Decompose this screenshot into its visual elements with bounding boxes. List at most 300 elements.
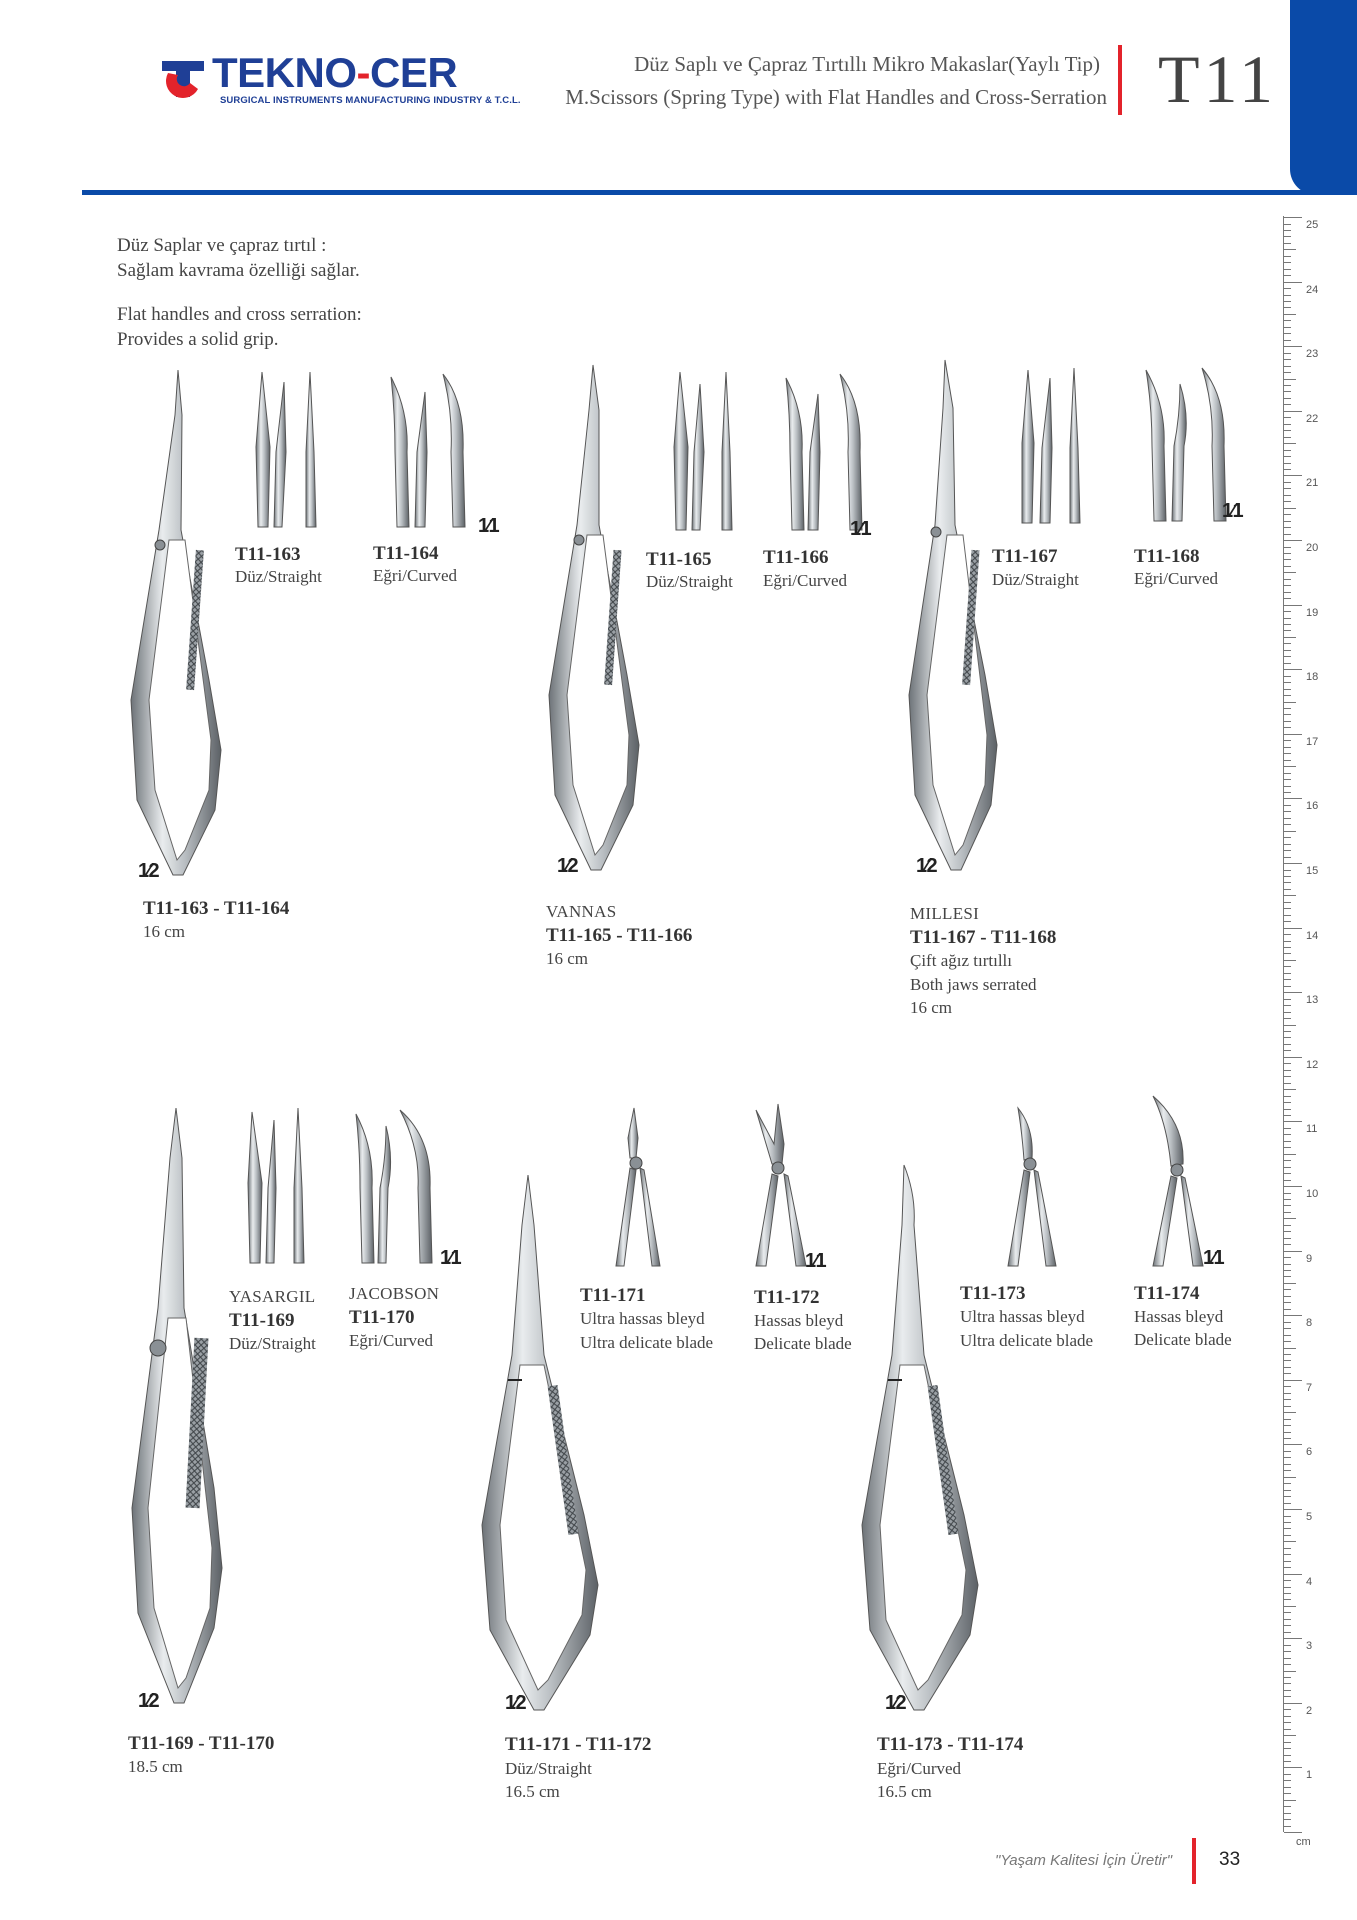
ruler-tick (1284, 521, 1291, 522)
scissors-t11-165-illustration (543, 365, 643, 880)
ruler-tick (1284, 1703, 1302, 1704)
ruler-tick (1284, 295, 1291, 296)
ruler-tick (1284, 1406, 1291, 1407)
ruler-label: 22 (1306, 412, 1319, 425)
ruler-tick (1284, 1354, 1291, 1355)
scale-1-1: 1⁄1 (1222, 500, 1242, 522)
ruler-tick (1284, 488, 1291, 489)
instrument-name: YASARGIL (229, 1287, 316, 1306)
ruler-tick (1284, 643, 1291, 644)
group-type: Eğri/Curved (877, 1759, 962, 1778)
ruler-tick (1284, 1516, 1291, 1517)
footer-divider (1192, 1838, 1196, 1884)
ruler-tick (1284, 469, 1291, 470)
ruler-tick (1284, 1793, 1291, 1794)
ruler-tick (1284, 714, 1291, 715)
ruler-tick (1284, 598, 1291, 599)
ruler-label: 21 (1306, 477, 1319, 490)
page-title-tr: Düz Saplı ve Çapraz Tırtıllı Mikro Makaslar(Yaylı Tip) (634, 52, 1100, 76)
ruler-tick (1284, 1050, 1291, 1051)
footer-slogan: "Yaşam Kalitesi İçin Üretir" (995, 1852, 1173, 1869)
tip-code: T11-171 (580, 1285, 646, 1306)
ruler-label: 2 (1306, 1704, 1313, 1717)
group-size: 16.5 cm (505, 1782, 560, 1801)
tip-code: T11-168 (1134, 546, 1200, 567)
ruler-label: 6 (1306, 1446, 1313, 1459)
ruler-tick (1284, 1806, 1291, 1807)
ruler-tick (1284, 443, 1296, 444)
scissors-t11-169-illustration (128, 1108, 228, 1713)
ruler-tick (1284, 217, 1302, 218)
ruler-tick (1284, 514, 1291, 515)
group-size: 16 cm (143, 922, 186, 941)
ruler-tick (1284, 1315, 1302, 1316)
ruler-tick (1284, 1483, 1291, 1484)
ruler-tick (1284, 262, 1291, 263)
ruler-tick (1284, 1593, 1291, 1594)
ruler-tick (1284, 1335, 1291, 1336)
ruler-tick (1284, 1677, 1291, 1678)
ruler-tick (1284, 1238, 1291, 1239)
ruler-tick (1284, 1645, 1291, 1646)
ruler-tick (1284, 1683, 1291, 1684)
ruler-tick (1284, 417, 1291, 418)
ruler-tick (1284, 391, 1291, 392)
tip-type: Düz/Straight (992, 570, 1079, 589)
ruler-tick (1284, 534, 1291, 535)
ruler-tick (1284, 1729, 1291, 1730)
ruler-tick (1284, 1251, 1302, 1252)
scale-1-1: 1⁄1 (440, 1247, 460, 1269)
tip-code: T11-164 (373, 543, 439, 564)
ruler-tick (1284, 702, 1296, 703)
ruler-tick (1284, 1063, 1291, 1064)
ruler-tick (1284, 811, 1291, 812)
ruler-label: 18 (1306, 671, 1319, 684)
ruler-tick (1284, 966, 1291, 967)
ruler-tick (1284, 1761, 1291, 1762)
ruler-tick (1284, 902, 1291, 903)
ruler-tick (1284, 592, 1291, 593)
ruler-label: 8 (1306, 1317, 1313, 1330)
ruler-tick (1284, 1309, 1291, 1310)
ruler-label: 7 (1306, 1381, 1313, 1394)
ruler-tick (1284, 637, 1296, 638)
ruler-tick (1284, 979, 1291, 980)
ruler-tick (1284, 1632, 1291, 1633)
ruler-tick (1284, 275, 1291, 276)
tip-type: Eğri/Curved (373, 566, 458, 585)
scale-1-1: 1⁄1 (1203, 1247, 1223, 1269)
ruler-tick (1284, 566, 1291, 567)
ruler-tick (1284, 249, 1296, 250)
ruler-label: 16 (1306, 800, 1319, 813)
ruler-tick (1284, 663, 1291, 664)
tip-code: T11-165 (646, 549, 712, 570)
ruler-tick (1284, 611, 1291, 612)
ruler-tick (1284, 1005, 1291, 1006)
ruler-tick (1284, 863, 1302, 864)
ruler-tick (1284, 1270, 1291, 1271)
scissors-t11-173-illustration (858, 1165, 988, 1715)
ruler-tick (1284, 986, 1291, 987)
ruler-tick (1284, 928, 1302, 929)
ruler-tick (1284, 1412, 1296, 1413)
ruler-tick (1284, 1134, 1291, 1135)
ruler-tick (1284, 889, 1291, 890)
intro-en-line-1: Flat handles and cross serration: (117, 304, 362, 325)
tip-t11-167-straight-illustration (1010, 368, 1090, 528)
ruler-tick (1284, 1716, 1291, 1717)
ruler-tick (1284, 1619, 1291, 1620)
scale-1-2: 1⁄2 (505, 1692, 525, 1714)
scissors-t11-167-illustration (905, 360, 1005, 880)
instrument-name: MILLESI (910, 904, 980, 923)
ruler-tick (1284, 818, 1291, 819)
tip-code: T11-173 (960, 1283, 1026, 1304)
group-codes: T11-163 - T11-164 (143, 898, 290, 919)
ruler-tick (1284, 999, 1291, 1000)
page-number: 33 (1219, 1849, 1241, 1870)
ruler-tick (1284, 1205, 1291, 1206)
ruler-tick (1284, 288, 1291, 289)
ruler-tick (1284, 1212, 1291, 1213)
ruler-tick (1284, 1767, 1302, 1768)
scissors-t11-163-illustration (125, 370, 225, 885)
tip-t11-171-illustration (608, 1108, 668, 1270)
ruler-tick (1284, 1322, 1291, 1323)
ruler-tick (1284, 372, 1291, 373)
intro-tr-line-2: Sağlam kavrama özelliği sağlar. (117, 260, 360, 281)
ruler-tick (1284, 495, 1291, 496)
ruler-tick (1284, 1386, 1291, 1387)
ruler-tick (1284, 411, 1302, 412)
ruler-tick (1284, 1160, 1291, 1161)
ruler-tick (1284, 1186, 1302, 1187)
ruler-label: 20 (1306, 542, 1319, 554)
ruler-tick (1284, 585, 1291, 586)
group-codes: T11-167 - T11-168 (910, 927, 1057, 948)
ruler-tick (1284, 1121, 1302, 1122)
ruler-tick (1284, 1451, 1291, 1452)
ruler-tick (1284, 1709, 1291, 1710)
ruler-tick (1284, 1031, 1291, 1032)
ruler-tick (1284, 1567, 1291, 1568)
ruler-tick (1284, 1548, 1291, 1549)
ruler-tick (1284, 1341, 1291, 1342)
ruler-tick (1284, 824, 1291, 825)
tip-type: Düz/Straight (235, 567, 322, 586)
ruler-tick (1284, 1399, 1291, 1400)
ruler-tick (1284, 779, 1291, 780)
tip-blade-tr: Ultra hassas bleyd (580, 1309, 705, 1328)
ruler-tick (1284, 1432, 1291, 1433)
ruler-tick (1284, 424, 1291, 425)
ruler-tick (1284, 1367, 1291, 1368)
ruler-tick (1284, 656, 1291, 657)
ruler-tick (1284, 1819, 1291, 1820)
ruler-tick (1284, 1296, 1291, 1297)
ruler-tick (1284, 1625, 1291, 1626)
intro-en-line-2: Provides a solid grip. (117, 329, 279, 350)
ruler-tick (1284, 559, 1291, 560)
ruler-tick (1284, 689, 1291, 690)
ruler-tick (1284, 1587, 1291, 1588)
ruler-tick (1284, 1102, 1291, 1103)
group-codes: T11-171 - T11-172 (505, 1734, 652, 1755)
ruler-tick (1284, 1083, 1291, 1084)
ruler-tick (1284, 1658, 1291, 1659)
tip-type: Eğri/Curved (349, 1331, 434, 1350)
ruler-tick (1284, 269, 1291, 270)
cm-ruler (1283, 216, 1319, 1832)
scissors-t11-171-illustration (478, 1175, 608, 1715)
ruler-tick (1284, 1651, 1291, 1652)
page-title-en: M.Scissors (Spring Type) with Flat Handles and Cross-Serration (565, 85, 1107, 109)
tip-t11-170-curved-illustration (350, 1108, 440, 1266)
ruler-tick (1284, 1561, 1291, 1562)
ruler-label: 12 (1306, 1058, 1319, 1071)
ruler-tick (1284, 579, 1291, 580)
ruler-tick (1284, 1528, 1291, 1529)
tip-t11-174-curved-illustration (1145, 1094, 1215, 1270)
brand-emblem-icon (160, 57, 206, 99)
ruler-tick (1284, 366, 1291, 367)
ruler-label: 14 (1306, 929, 1319, 942)
tip-t11-164-curved-illustration (385, 372, 475, 532)
tip-code: T11-174 (1134, 1283, 1200, 1304)
ruler-tick (1284, 1089, 1296, 1090)
ruler-tick (1284, 1826, 1291, 1827)
tip-code: T11-167 (992, 546, 1058, 567)
ruler-tick (1284, 1173, 1291, 1174)
tip-blade-en: Ultra delicate blade (960, 1331, 1094, 1350)
ruler-tick (1284, 915, 1291, 916)
ruler-tick (1284, 346, 1302, 347)
ruler-tick (1284, 1774, 1291, 1775)
ruler-tick (1284, 1128, 1291, 1129)
ruler-label: 4 (1306, 1575, 1313, 1588)
ruler-tick (1284, 320, 1291, 321)
ruler-tick (1284, 1244, 1291, 1245)
ruler-tick (1284, 282, 1302, 283)
header-corner-band (1290, 0, 1357, 195)
ruler-tick (1284, 624, 1291, 625)
scale-1-1: 1⁄1 (850, 518, 870, 540)
ruler-tick (1284, 553, 1291, 554)
ruler-tick (1284, 1328, 1291, 1329)
ruler-tick (1284, 1554, 1291, 1555)
tip-blade-tr: Hassas bleyd (1134, 1307, 1224, 1326)
tip-t11-172-illustration (750, 1104, 812, 1270)
ruler-tick (1284, 1289, 1291, 1290)
tip-blade-tr: Ultra hassas bleyd (960, 1307, 1085, 1326)
ruler-label: 17 (1306, 735, 1319, 748)
ruler-tick (1284, 1154, 1296, 1155)
ruler-tick (1284, 1490, 1291, 1491)
ruler-tick (1284, 1535, 1291, 1536)
ruler-label: 11 (1306, 1123, 1318, 1136)
group-size: 16 cm (546, 949, 589, 968)
ruler-tick (1284, 256, 1291, 257)
ruler-label: 9 (1306, 1252, 1313, 1265)
ruler-tick (1284, 463, 1291, 464)
group-codes: T11-173 - T11-174 (877, 1734, 1024, 1755)
ruler-tick (1284, 1199, 1291, 1200)
ruler-tick (1284, 540, 1302, 541)
ruler-tick (1284, 682, 1291, 683)
ruler-tick (1284, 1664, 1291, 1665)
scale-1-2: 1⁄2 (885, 1692, 905, 1714)
ruler-tick (1284, 1264, 1291, 1265)
ruler-tick (1284, 1787, 1291, 1788)
ruler-tick (1284, 740, 1291, 741)
tip-t11-173-curved-illustration (1000, 1108, 1062, 1270)
ruler-tick (1284, 1671, 1296, 1672)
ruler-tick (1284, 630, 1291, 631)
ruler-tick (1284, 766, 1296, 767)
scale-1-2: 1⁄2 (138, 1690, 158, 1712)
ruler-tick (1284, 1070, 1291, 1071)
ruler-tick (1284, 1057, 1302, 1058)
ruler-label: 25 (1306, 219, 1319, 231)
ruler-tick (1284, 1444, 1302, 1445)
ruler-tick (1284, 1612, 1291, 1613)
ruler-tick (1284, 876, 1291, 877)
tip-type: Eğri/Curved (1134, 569, 1219, 588)
ruler-tick (1284, 1037, 1291, 1038)
group-note-tr: Çift ağız tırtıllı (910, 951, 1012, 970)
ruler-tick (1284, 527, 1291, 528)
ruler-tick (1284, 1722, 1291, 1723)
ruler-tick (1284, 1380, 1302, 1381)
tip-t11-163-straight-illustration (248, 372, 323, 532)
title-divider (1118, 45, 1122, 115)
ruler-tick (1284, 340, 1291, 341)
ruler-unit-label: cm (1296, 1836, 1311, 1848)
ruler-tick (1284, 450, 1291, 451)
ruler-tick (1284, 941, 1291, 942)
ruler-tick (1284, 973, 1291, 974)
ruler-tick (1284, 1257, 1291, 1258)
ruler-tick (1284, 1302, 1291, 1303)
ruler-tick (1284, 1503, 1291, 1504)
ruler-tick (1284, 475, 1302, 476)
ruler-tick (1284, 385, 1291, 386)
ruler-tick (1284, 850, 1291, 851)
ruler-tick (1284, 1373, 1291, 1374)
ruler-tick (1284, 786, 1291, 787)
ruler-tick (1284, 1141, 1291, 1142)
ruler-tick (1284, 1167, 1291, 1168)
ruler-label: 15 (1306, 865, 1319, 877)
ruler-tick (1284, 353, 1291, 354)
ruler-tick (1284, 1218, 1296, 1219)
ruler-tick (1284, 1425, 1291, 1426)
ruler-tick (1284, 1832, 1302, 1833)
ruler-tick (1284, 1419, 1291, 1420)
ruler-tick (1284, 1696, 1291, 1697)
tip-t11-168-curved-illustration (1140, 366, 1235, 526)
ruler-tick (1284, 1780, 1291, 1781)
instrument-name: JACOBSON (349, 1284, 440, 1303)
ruler-tick (1284, 1735, 1296, 1736)
ruler-tick (1284, 805, 1291, 806)
ruler-tick (1284, 895, 1296, 896)
ruler-tick (1284, 1638, 1302, 1639)
ruler-tick (1284, 831, 1296, 832)
ruler-tick (1284, 379, 1296, 380)
ruler-tick (1284, 398, 1291, 399)
scale-1-2: 1⁄2 (138, 860, 158, 882)
ruler-tick (1284, 301, 1291, 302)
ruler-tick (1284, 327, 1291, 328)
tip-code: T11-166 (763, 547, 829, 568)
ruler-tick (1284, 727, 1291, 728)
ruler-tick (1284, 547, 1291, 548)
ruler-tick (1284, 1012, 1291, 1013)
ruler-tick (1284, 1477, 1296, 1478)
ruler-tick (1284, 1800, 1296, 1801)
ruler-tick (1284, 960, 1296, 961)
ruler-tick (1284, 430, 1291, 431)
ruler-tick (1284, 1180, 1291, 1181)
ruler-tick (1284, 1044, 1291, 1045)
ruler-tick (1284, 792, 1291, 793)
ruler-tick (1284, 695, 1291, 696)
ruler-tick (1284, 1574, 1302, 1575)
ruler-tick (1284, 837, 1291, 838)
ruler-tick (1284, 857, 1291, 858)
ruler-tick (1284, 1580, 1291, 1581)
ruler-tick (1284, 230, 1291, 231)
ruler-tick (1284, 1096, 1291, 1097)
ruler-tick (1284, 618, 1291, 619)
ruler-tick (1284, 1438, 1291, 1439)
ruler-tick (1284, 1541, 1296, 1542)
ruler-tick (1284, 773, 1291, 774)
ruler-tick (1284, 307, 1291, 308)
ruler-tick (1284, 1755, 1291, 1756)
ruler-tick (1284, 1522, 1291, 1523)
tip-code: T11-172 (754, 1287, 820, 1308)
ruler-tick (1284, 760, 1291, 761)
ruler-label: 23 (1306, 348, 1319, 361)
ruler-tick (1284, 947, 1291, 948)
ruler-tick (1284, 359, 1291, 360)
ruler-label: 19 (1306, 606, 1319, 619)
ruler-tick (1284, 1690, 1291, 1691)
ruler-tick (1284, 1193, 1291, 1194)
ruler-tick (1284, 1231, 1291, 1232)
tip-blade-tr: Hassas bleyd (754, 1311, 844, 1330)
ruler-tick (1284, 456, 1291, 457)
ruler-tick (1284, 1276, 1291, 1277)
tip-type: Eğri/Curved (763, 571, 848, 590)
group-size: 18.5 cm (128, 1757, 183, 1776)
group-size: 16.5 cm (877, 1782, 932, 1801)
tip-code: T11-163 (235, 544, 301, 565)
ruler-tick (1284, 1018, 1291, 1019)
ruler-tick (1284, 1457, 1291, 1458)
tip-t11-169-straight-illustration (240, 1108, 315, 1268)
scale-1-1: 1⁄1 (478, 515, 498, 537)
ruler-label: 5 (1306, 1511, 1313, 1523)
group-codes: T11-165 - T11-166 (546, 925, 693, 946)
ruler-tick (1284, 333, 1291, 334)
tip-code: T11-170 (349, 1307, 415, 1328)
intro-tr-line-1: Düz Saplar ve çapraz tırtıl : (117, 235, 327, 256)
